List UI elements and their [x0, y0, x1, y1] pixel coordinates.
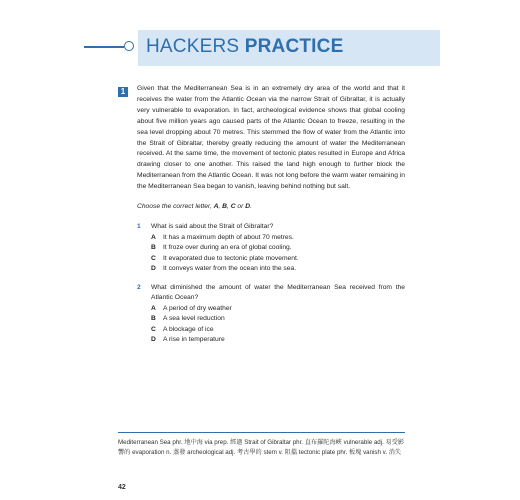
header-rule: [84, 46, 124, 48]
option-b[interactable]: [151, 243, 292, 253]
option-letter: B: [151, 244, 156, 251]
option-text: It conveys water from the ocean into the sea.: [163, 265, 297, 272]
option-d[interactable]: [151, 335, 225, 345]
option-c[interactable]: [151, 325, 214, 335]
option-c[interactable]: [151, 254, 299, 264]
option-text: A sea level reduction: [163, 315, 225, 322]
vocabulary-divider: [118, 432, 405, 433]
option-text: It froze over during an era of global cooling.: [163, 244, 292, 251]
instruction-suffix: .: [250, 203, 252, 210]
option-letter: A: [151, 304, 156, 312]
question-text: What is said about the Strait of Gibraltar?: [151, 223, 274, 230]
header-circle-icon: [124, 41, 134, 51]
option-a[interactable]: [151, 233, 294, 243]
section-title-bold: PRACTICE: [244, 36, 344, 57]
option-text: It has a maximum depth of about 70 metres.: [163, 233, 294, 241]
question-text: What diminished the amount of water the Mediterranean Sea received from the Atlantic Ocean?: [151, 284, 405, 302]
instruction-letter-b: B: [222, 203, 227, 210]
section-title-light: HACKERS: [146, 36, 245, 57]
option-a[interactable]: [151, 304, 232, 314]
instruction-sep: or: [235, 203, 246, 210]
option-letter: A: [151, 233, 156, 241]
option-text: A blockage of ice: [163, 325, 214, 333]
instruction-letter-d: D: [245, 203, 251, 210]
instruction-sep: ,: [226, 203, 231, 210]
option-text: A rise in temperature: [163, 336, 225, 343]
option-letter: C: [151, 254, 156, 262]
question-number: 2: [137, 284, 141, 291]
option-letter: C: [151, 325, 156, 333]
option-b[interactable]: [151, 314, 225, 324]
option-letter: B: [151, 315, 156, 322]
instruction-letter-c: C: [230, 203, 236, 210]
option-letter: D: [151, 336, 156, 343]
section-title: [146, 36, 343, 58]
instruction-text: Choose the correct letter,: [137, 203, 214, 210]
question-set-badge: 1: [118, 87, 128, 97]
option-d[interactable]: [151, 264, 296, 274]
reading-passage: Given that the Mediterranean Sea is in an extremely dry area of the world and that it receives the water from the Atlantic Ocean via the narrow Strait of Gibraltar, it is actually very vulnerable to evaporation. In fact, archeological evidence shows that global cooling about five million years ago caused parts of the Atlantic Ocean to freeze, resulting in the sea level dropping about 70 metres. This stemmed the flow of water from the Atlantic into the Strait of Gibraltar, thereby greatly reducing the amount of water the Mediterranean received. At the same time, the movement of tectonic plates resulted in Europe and Africa drawing closer to one another. This raised the land high enough to further block the Mediterranean from the Atlantic Ocean. It was not long before the warm water remaining in the Mediterranean Sea began to vanish, leaving behind nothing but salt.: [137, 85, 406, 191]
option-text: A period of dry weather: [163, 304, 232, 312]
instruction-letter-a: A: [213, 203, 219, 210]
page-number: 42: [118, 484, 126, 491]
option-text: It evaporated due to tectonic plate movement.: [163, 254, 299, 262]
question-number: 1: [137, 223, 141, 230]
instruction-sep: ,: [218, 203, 223, 210]
instruction: [137, 203, 252, 210]
option-letter: D: [151, 265, 156, 272]
vocabulary-list: Mediterranean Sea phr. 地中海 via prep. 經過 Strait of Gibraltar phr. 直布羅陀海峽 vulnerable adj. 易受影響的 evaporation n. 蒸發 archeological adj. 考古學的 stem v. 阻擋 tectonic plate phr. 板塊 vanish v. 消失: [118, 439, 405, 456]
